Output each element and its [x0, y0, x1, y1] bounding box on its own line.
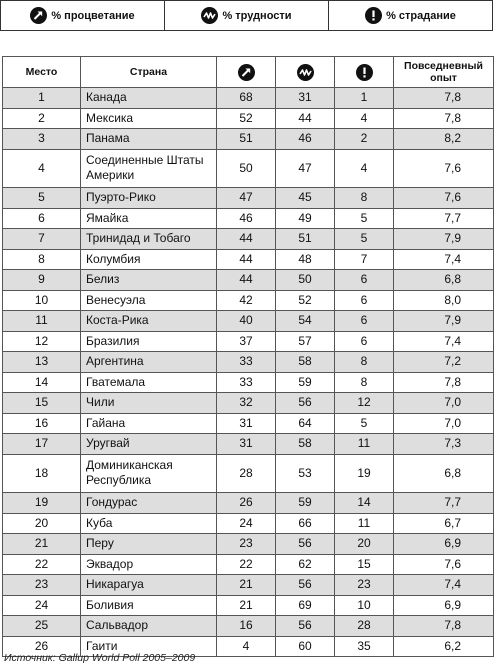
thriving-cell: 23	[217, 534, 276, 555]
table-row	[3, 413, 494, 434]
suffering-cell: 8	[335, 352, 394, 373]
country-cell: Ямайка	[81, 208, 217, 229]
rank-cell: 26	[3, 636, 81, 657]
daily-experience-cell: 7,2	[394, 352, 494, 373]
struggling-cell: 47	[276, 149, 335, 188]
suffering-cell: 5	[335, 413, 394, 434]
table-row	[3, 454, 494, 493]
rank-cell: 22	[3, 554, 81, 575]
struggling-cell: 66	[276, 513, 335, 534]
struggling-cell: 57	[276, 331, 335, 352]
daily-experience-cell: 6,9	[394, 595, 494, 616]
suffering-cell: 12	[335, 393, 394, 414]
suffering-cell: 8	[335, 372, 394, 393]
thriving-cell: 44	[217, 249, 276, 270]
country-cell: Коста-Рика	[81, 311, 217, 332]
thriving-cell: 37	[217, 331, 276, 352]
thriving-icon	[238, 64, 255, 81]
thriving-cell: 44	[217, 229, 276, 250]
table-row	[3, 352, 494, 373]
suffering-cell: 19	[335, 454, 394, 493]
struggling-cell: 45	[276, 188, 335, 209]
table-row	[3, 393, 494, 414]
struggling-cell: 58	[276, 434, 335, 455]
daily-experience-cell: 7,4	[394, 575, 494, 596]
rank-cell: 9	[3, 270, 81, 291]
daily-experience-cell: 8,2	[394, 129, 494, 150]
daily-experience-cell: 7,4	[394, 249, 494, 270]
struggling-cell: 49	[276, 208, 335, 229]
rank-cell: 2	[3, 108, 81, 129]
daily-experience-cell: 7,8	[394, 108, 494, 129]
daily-experience-cell: 7,8	[394, 372, 494, 393]
header-struggling	[276, 57, 335, 88]
country-cell: Сальвадор	[81, 616, 217, 637]
daily-experience-cell: 7,9	[394, 229, 494, 250]
daily-experience-cell: 6,2	[394, 636, 494, 657]
struggling-cell: 60	[276, 636, 335, 657]
suffering-cell: 5	[335, 229, 394, 250]
header-daily: Повседневный опыт	[394, 57, 494, 88]
country-cell: Аргентина	[81, 352, 217, 373]
thriving-cell: 22	[217, 554, 276, 575]
country-cell: Никарагуа	[81, 575, 217, 596]
rank-cell: 1	[3, 88, 81, 109]
struggling-cell: 59	[276, 493, 335, 514]
country-cell: Чили	[81, 393, 217, 414]
country-cell: Тринидад и Тобаго	[81, 229, 217, 250]
daily-experience-cell: 7,4	[394, 331, 494, 352]
thriving-cell: 21	[217, 575, 276, 596]
legend-struggling-label: % трудности	[222, 9, 292, 22]
struggling-cell: 69	[276, 595, 335, 616]
table-row	[3, 229, 494, 250]
rank-cell: 18	[3, 454, 81, 493]
struggling-cell: 59	[276, 372, 335, 393]
country-cell: Белиз	[81, 270, 217, 291]
struggling-cell: 52	[276, 290, 335, 311]
country-cell: Мексика	[81, 108, 217, 129]
country-cell: Гайана	[81, 413, 217, 434]
country-cell: Гватемала	[81, 372, 217, 393]
daily-experience-cell: 7,7	[394, 208, 494, 229]
daily-experience-cell: 7,0	[394, 413, 494, 434]
suffering-cell: 4	[335, 149, 394, 188]
table-row	[3, 331, 494, 352]
struggling-cell: 46	[276, 129, 335, 150]
suffering-cell: 2	[335, 129, 394, 150]
table-row	[3, 108, 494, 129]
country-cell: Уругвай	[81, 434, 217, 455]
country-cell: Гаити	[81, 636, 217, 657]
thriving-cell: 31	[217, 413, 276, 434]
rank-cell: 15	[3, 393, 81, 414]
daily-experience-cell: 8,0	[394, 290, 494, 311]
daily-experience-cell: 7,7	[394, 493, 494, 514]
struggling-cell: 44	[276, 108, 335, 129]
table-row	[3, 513, 494, 534]
table-row	[3, 188, 494, 209]
suffering-cell: 1	[335, 88, 394, 109]
daily-experience-cell: 7,6	[394, 554, 494, 575]
table-row	[3, 129, 494, 150]
daily-experience-cell: 6,7	[394, 513, 494, 534]
suffering-cell: 6	[335, 290, 394, 311]
header-rank: Место	[3, 57, 81, 88]
struggling-cell: 58	[276, 352, 335, 373]
struggling-cell: 53	[276, 454, 335, 493]
table-row	[3, 149, 494, 188]
daily-experience-cell: 6,8	[394, 454, 494, 493]
struggling-cell: 48	[276, 249, 335, 270]
table-row	[3, 434, 494, 455]
thriving-cell: 4	[217, 636, 276, 657]
daily-experience-cell: 6,9	[394, 534, 494, 555]
table-row	[3, 575, 494, 596]
rank-cell: 24	[3, 595, 81, 616]
daily-experience-cell: 7,6	[394, 149, 494, 188]
table-row	[3, 270, 494, 291]
thriving-cell: 26	[217, 493, 276, 514]
rank-cell: 13	[3, 352, 81, 373]
table-row	[3, 493, 494, 514]
thriving-cell: 16	[217, 616, 276, 637]
daily-experience-cell: 7,9	[394, 311, 494, 332]
table-row	[3, 290, 494, 311]
suffering-cell: 8	[335, 188, 394, 209]
thriving-cell: 46	[217, 208, 276, 229]
rank-cell: 17	[3, 434, 81, 455]
thriving-cell: 31	[217, 434, 276, 455]
thriving-cell: 68	[217, 88, 276, 109]
struggling-cell: 56	[276, 534, 335, 555]
thriving-cell: 42	[217, 290, 276, 311]
rank-cell: 7	[3, 229, 81, 250]
legend-bar	[0, 0, 493, 31]
rank-cell: 14	[3, 372, 81, 393]
header-suffering	[335, 57, 394, 88]
struggling-cell: 54	[276, 311, 335, 332]
thriving-cell: 52	[217, 108, 276, 129]
source-note: Источник: Gallup World Poll 2005–2009	[4, 652, 196, 664]
struggling-cell: 56	[276, 393, 335, 414]
table-row	[3, 249, 494, 270]
suffering-icon	[356, 64, 373, 81]
suffering-cell: 35	[335, 636, 394, 657]
thriving-cell: 50	[217, 149, 276, 188]
rank-cell: 5	[3, 188, 81, 209]
rank-cell: 6	[3, 208, 81, 229]
table-row	[3, 616, 494, 637]
thriving-cell: 28	[217, 454, 276, 493]
table-row	[3, 208, 494, 229]
struggling-cell: 56	[276, 575, 335, 596]
daily-experience-cell: 7,3	[394, 434, 494, 455]
rank-cell: 19	[3, 493, 81, 514]
country-cell: Боливия	[81, 595, 217, 616]
rank-cell: 8	[3, 249, 81, 270]
legend-struggling	[165, 1, 329, 30]
daily-experience-cell: 7,0	[394, 393, 494, 414]
country-cell: Доминиканская Республика	[81, 454, 217, 493]
struggling-cell: 31	[276, 88, 335, 109]
table-row	[3, 534, 494, 555]
suffering-cell: 5	[335, 208, 394, 229]
daily-experience-cell: 7,8	[394, 88, 494, 109]
thriving-cell: 33	[217, 372, 276, 393]
header-thriving	[217, 57, 276, 88]
daily-experience-cell: 7,6	[394, 188, 494, 209]
suffering-cell: 28	[335, 616, 394, 637]
thriving-cell: 33	[217, 352, 276, 373]
thriving-cell: 24	[217, 513, 276, 534]
country-cell: Куба	[81, 513, 217, 534]
legend-suffering	[329, 1, 492, 30]
country-cell: Колумбия	[81, 249, 217, 270]
rank-cell: 3	[3, 129, 81, 150]
suffering-cell: 4	[335, 108, 394, 129]
suffering-cell: 15	[335, 554, 394, 575]
rank-cell: 4	[3, 149, 81, 188]
country-cell: Перу	[81, 534, 217, 555]
rank-cell: 11	[3, 311, 81, 332]
daily-experience-cell: 6,8	[394, 270, 494, 291]
thriving-cell: 21	[217, 595, 276, 616]
thriving-icon	[30, 7, 47, 24]
suffering-cell: 20	[335, 534, 394, 555]
table-row	[3, 311, 494, 332]
suffering-cell: 23	[335, 575, 394, 596]
table-row	[3, 372, 494, 393]
thriving-cell: 44	[217, 270, 276, 291]
country-cell: Панама	[81, 129, 217, 150]
thriving-cell: 40	[217, 311, 276, 332]
rank-cell: 21	[3, 534, 81, 555]
legend-thriving-label: % процветание	[51, 9, 135, 22]
header-country: Страна	[81, 57, 217, 88]
daily-experience-cell: 7,8	[394, 616, 494, 637]
table-row	[3, 595, 494, 616]
suffering-cell: 6	[335, 270, 394, 291]
country-cell: Венесуэла	[81, 290, 217, 311]
suffering-cell: 11	[335, 434, 394, 455]
suffering-cell: 7	[335, 249, 394, 270]
suffering-cell: 11	[335, 513, 394, 534]
rank-cell: 12	[3, 331, 81, 352]
country-cell: Бразилия	[81, 331, 217, 352]
country-cell: Гондурас	[81, 493, 217, 514]
country-cell: Эквадор	[81, 554, 217, 575]
struggling-cell: 50	[276, 270, 335, 291]
table-header-row	[3, 57, 494, 88]
struggling-icon	[201, 7, 218, 24]
rank-cell: 25	[3, 616, 81, 637]
legend-thriving	[1, 1, 165, 30]
suffering-cell: 10	[335, 595, 394, 616]
struggling-cell: 62	[276, 554, 335, 575]
country-cell: Соединенные Штаты Америки	[81, 149, 217, 188]
ranking-table	[2, 56, 494, 657]
country-cell: Канада	[81, 88, 217, 109]
thriving-cell: 32	[217, 393, 276, 414]
suffering-cell: 6	[335, 331, 394, 352]
struggling-icon	[297, 64, 314, 81]
rank-cell: 10	[3, 290, 81, 311]
suffering-cell: 6	[335, 311, 394, 332]
legend-suffering-label: % страдание	[386, 9, 456, 22]
thriving-cell: 47	[217, 188, 276, 209]
table-row	[3, 554, 494, 575]
suffering-icon	[365, 7, 382, 24]
rank-cell: 23	[3, 575, 81, 596]
struggling-cell: 51	[276, 229, 335, 250]
rank-cell: 16	[3, 413, 81, 434]
struggling-cell: 56	[276, 616, 335, 637]
table-row	[3, 88, 494, 109]
suffering-cell: 14	[335, 493, 394, 514]
rank-cell: 20	[3, 513, 81, 534]
country-cell: Пуэрто-Рико	[81, 188, 217, 209]
thriving-cell: 51	[217, 129, 276, 150]
struggling-cell: 64	[276, 413, 335, 434]
